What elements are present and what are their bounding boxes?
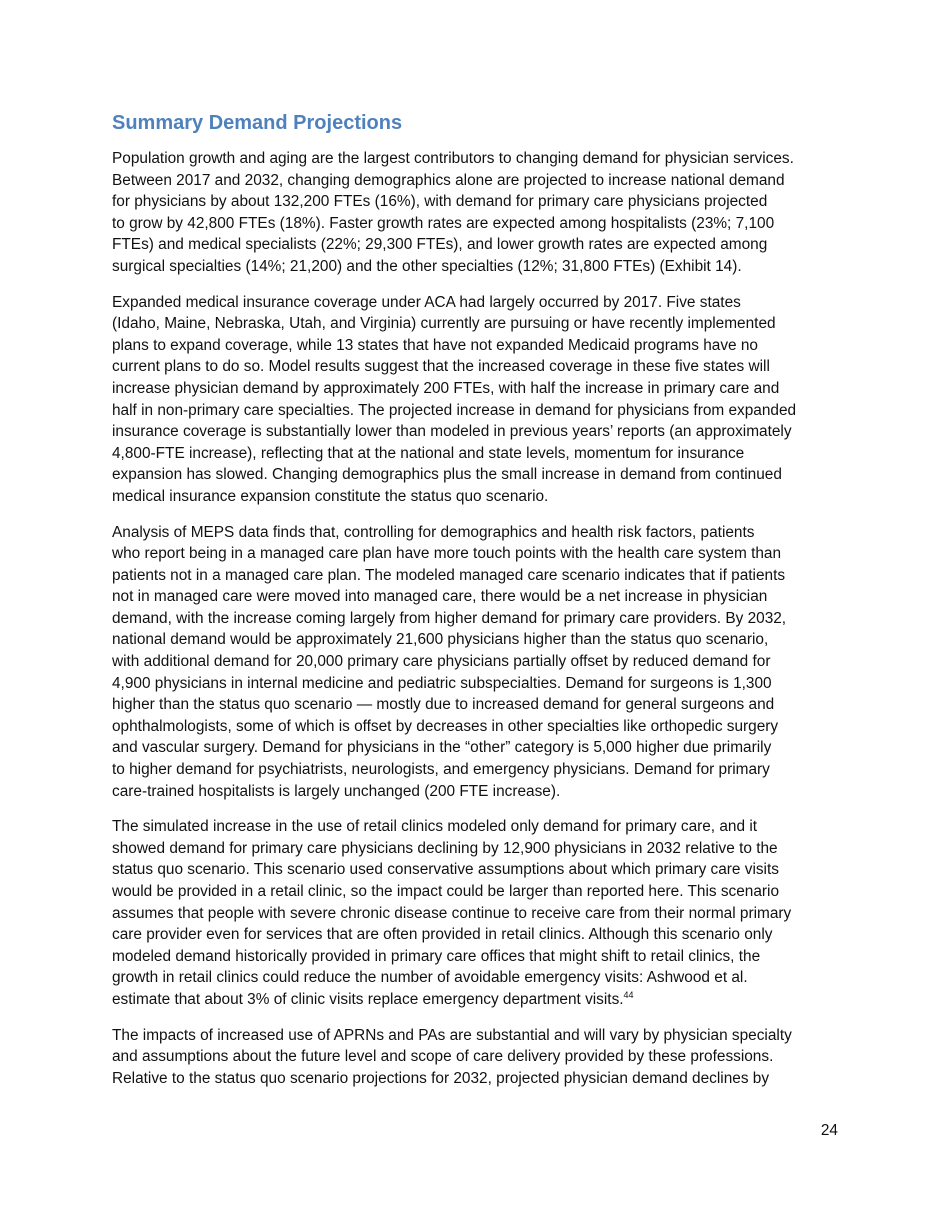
text-line: Relative to the status quo scenario projections for 2032, projected physician demand declines by <box>112 1069 770 1087</box>
section-title: Summary Demand Projections <box>112 112 403 134</box>
text-line: to grow by 42,800 FTEs (18%). Faster growth rates are expected among hospitalists (23%; 7,100 <box>112 214 775 232</box>
text-line: would be provided in a retail clinic, so the impact could be larger than reported here. This scenario <box>112 883 780 900</box>
text-line: Expanded medical insurance coverage under ACA had largely occurred by 2017. Five states <box>112 293 741 311</box>
text-line: medical insurance expansion constitute the status quo scenario. <box>112 487 549 505</box>
text-line: and vascular surgery. Demand for physicians in the “other” category is 5,000 higher due primarily <box>112 739 772 757</box>
text-line: Analysis of MEPS data finds that, controlling for demographics and health risk factors, patients <box>112 523 755 541</box>
text-line: national demand would be approximately 21,600 physicians higher than the status quo scenario, <box>112 631 769 649</box>
text-line: current plans to do so. Model results suggest that the increased coverage in these five states will <box>112 358 770 376</box>
paragraph-retail-clinics <box>112 816 840 1010</box>
text-line: plans to expand coverage, while 13 states that have not expanded Medicaid programs have no <box>112 336 758 354</box>
text-line: care-trained hospitalists is largely unchanged (200 FTE increase). <box>112 782 561 800</box>
text-line: The simulated increase in the use of retail clinics modeled only demand for primary care, and it <box>112 818 758 836</box>
text-line: ophthalmologists, some of which is offset by decreases in other specialties like orthopedic surgery <box>112 717 779 735</box>
text-line: half in non-primary care specialties. The projected increase in demand for physicians from expanded <box>112 401 797 419</box>
text-line: increase physician demand by approximately 200 FTEs, with half the increase in primary care and <box>112 379 780 397</box>
text-line: 4,800-FTE increase), reflecting that at the national and state levels, momentum for insurance <box>112 444 745 462</box>
text-line: modeled demand historically provided in primary care offices that might shift to retail clinics, the <box>112 947 761 965</box>
text-line: 4,900 physicians in internal medicine and pediatric subspecialties. Demand for surgeons is 1,300 <box>112 674 772 692</box>
text-line: demand, with the increase coming largely from higher demand for primary care providers. By 2032, <box>112 609 787 627</box>
text-line: (Idaho, Maine, Nebraska, Utah, and Virginia) currently are pursuing or have recently implemented <box>112 315 776 333</box>
text-line: surgical specialties (14%; 21,200) and the other specialties (12%; 31,800 FTEs) (Exhibit 14). <box>112 257 742 275</box>
text-line: care provider even for services that are often provided in retail clinics. Although this scenario only <box>112 926 773 944</box>
text-line: FTEs) and medical specialists (22%; 29,300 FTEs), and lower growth rates are expected among <box>112 236 768 254</box>
text-line: not in managed care were moved into managed care, there would be a net increase in physician <box>112 588 768 606</box>
text-line: Between 2017 and 2032, changing demographics alone are projected to increase national demand <box>112 171 785 189</box>
text-line: insurance coverage is substantially lower than modeled in previous years’ reports (an approximately <box>112 423 792 441</box>
page-number: 24 <box>820 1122 838 1139</box>
text-line-with-footnote <box>112 989 840 1011</box>
text-line: estimate that about 3% of clinic visits replace emergency department visits. <box>112 990 624 1008</box>
text-line: to higher demand for psychiatrists, neurologists, and emergency physicians. Demand for primary <box>112 761 770 779</box>
document-page <box>112 110 840 1103</box>
text-line: growth in retail clinics could reduce the number of avoidable emergency visits: Ashwood et al. <box>112 969 748 987</box>
text-line: and assumptions about the future level and scope of care delivery provided by these professions. <box>112 1048 774 1066</box>
text-line: The impacts of increased use of APRNs and PAs are substantial and will vary by physician specialty <box>112 1026 792 1044</box>
text-line: showed demand for primary care physicians declining by 12,900 physicians in 2032 relative to the <box>112 839 778 857</box>
paragraph-aprns-pas <box>112 1025 840 1090</box>
text-line: patients not in a managed care plan. The modeled managed care scenario indicates that if patients <box>112 566 786 584</box>
text-line: assumes that people with severe chronic disease continue to receive care from their normal primary <box>112 904 792 922</box>
text-line: higher than the status quo scenario — mostly due to increased demand for general surgeons and <box>112 696 775 714</box>
text-line: who report being in a managed care plan have more touch points with the health care system than <box>112 545 782 563</box>
footnote-reference[interactable]: 44 <box>623 989 634 1000</box>
text-line: expansion has slowed. Changing demographics plus the small increase in demand from continued <box>112 466 782 484</box>
text-line: for physicians by about 132,200 FTEs (16%), with demand for primary care physicians projected <box>112 193 768 211</box>
paragraph-demographics <box>112 148 840 278</box>
text-line: status quo scenario. This scenario used conservative assumptions about which primary care visits <box>112 861 779 879</box>
paragraph-insurance-coverage <box>112 292 840 508</box>
paragraph-managed-care <box>112 522 840 803</box>
text-line: with additional demand for 20,000 primary care physicians partially offset by reduced demand for <box>112 653 771 671</box>
text-line: Population growth and aging are the largest contributors to changing demand for physician services. <box>112 150 794 167</box>
